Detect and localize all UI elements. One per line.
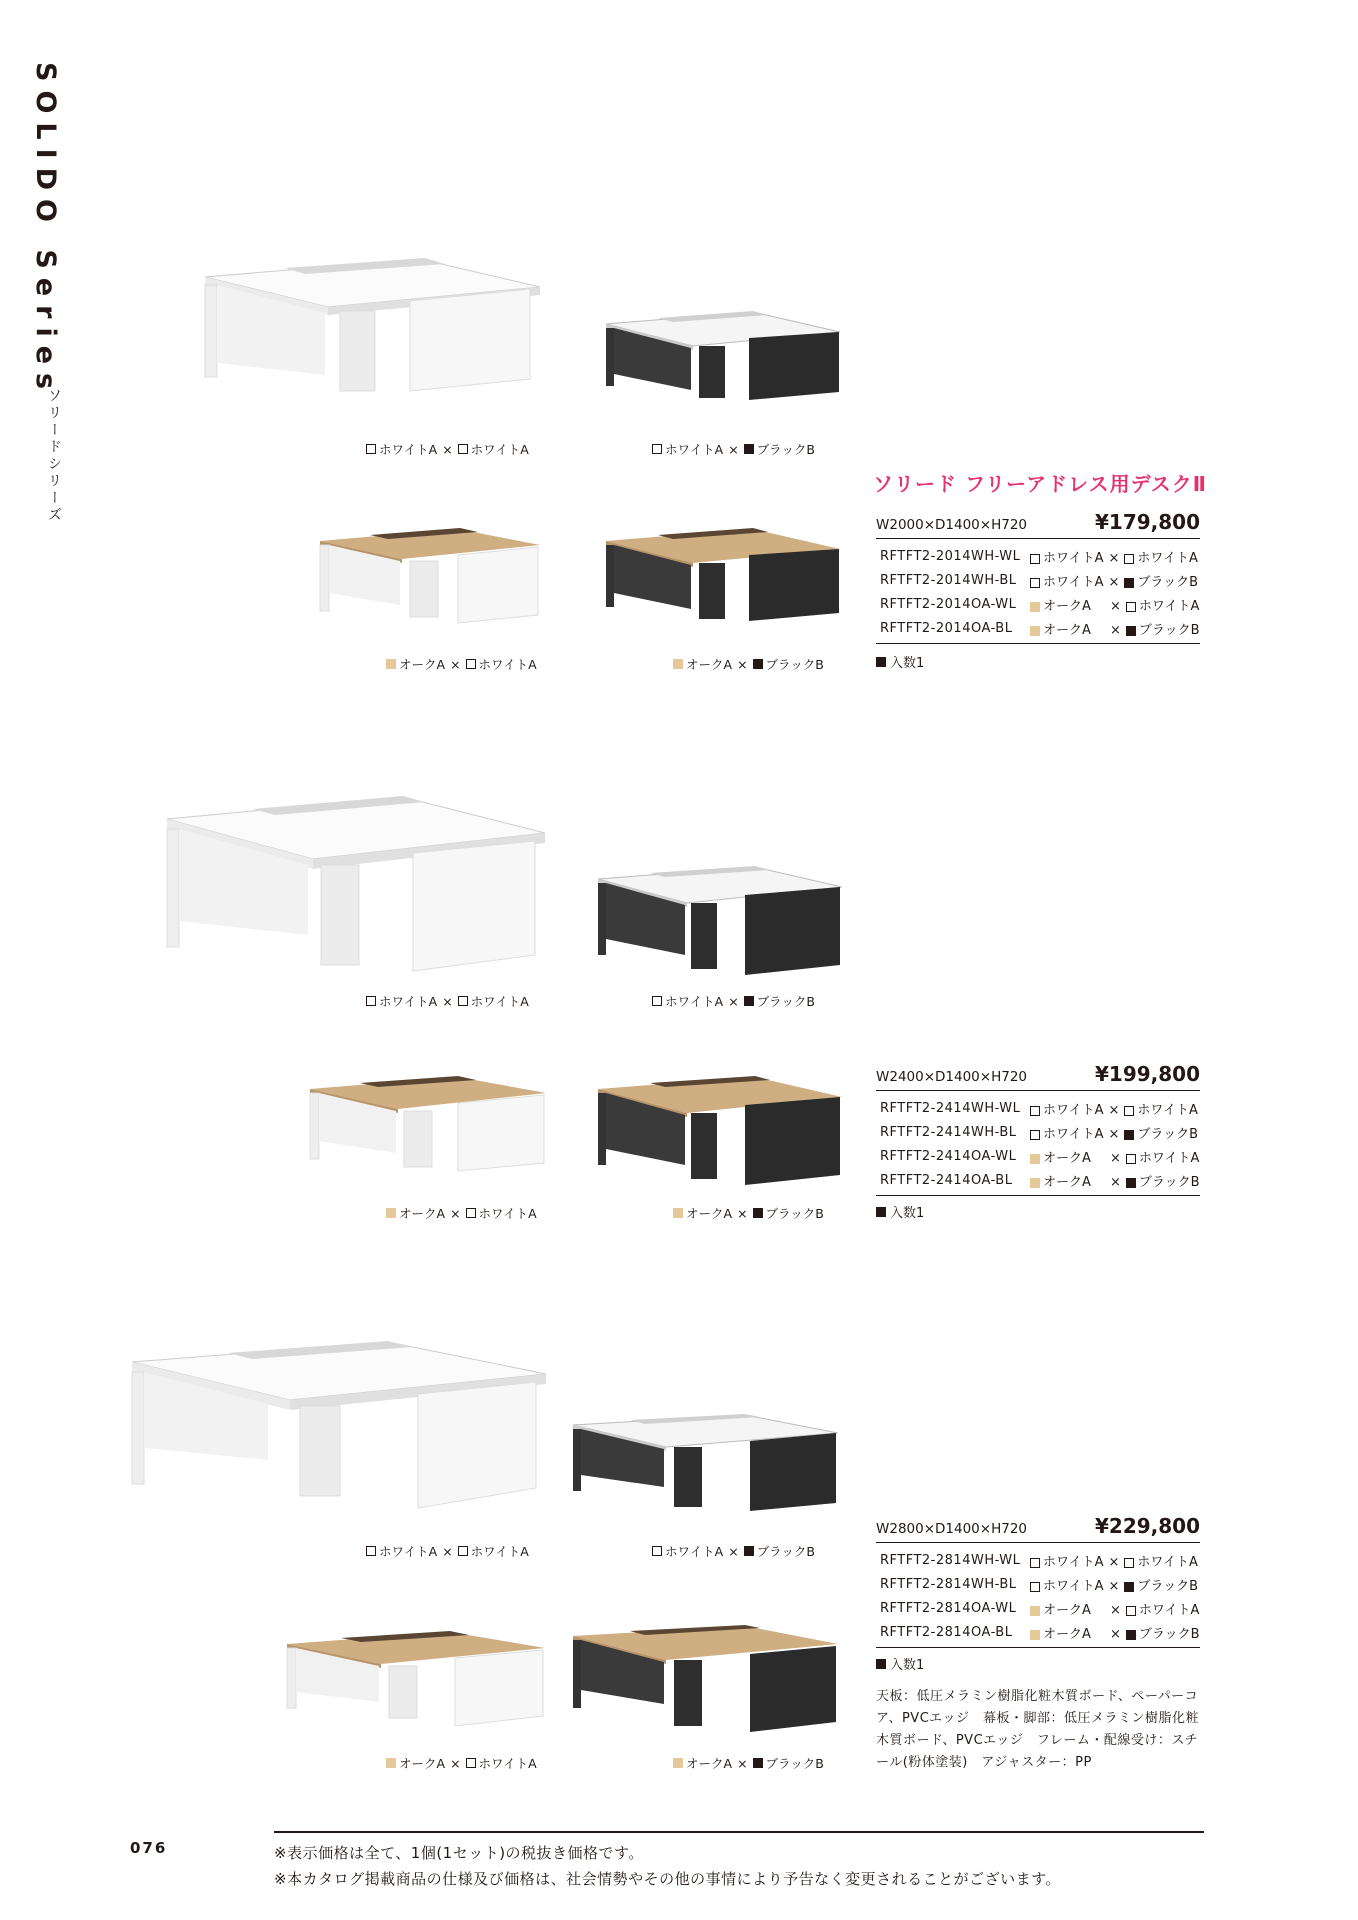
- product-code: RFTFT2-2414OA-WL: [880, 1149, 1017, 1164]
- product-code: RFTFT2-2814WH-BL: [880, 1577, 1017, 1592]
- page-number: 076: [130, 1839, 168, 1857]
- swatch-white: [1030, 1130, 1040, 1140]
- caption-times: ×: [442, 1543, 453, 1559]
- leg-color: ホワイトA: [1137, 1103, 1198, 1118]
- times-sign: ×: [1110, 623, 1121, 638]
- swatch-oak: [673, 1758, 683, 1768]
- times-sign: ×: [1110, 1151, 1121, 1166]
- times-sign: ×: [1110, 599, 1121, 614]
- product-code: RFTFT2-2014WH-WL: [880, 549, 1021, 564]
- desk-image-2400-white-black: [595, 865, 845, 977]
- desk-image-2800-white-black: [570, 1413, 840, 1513]
- desk-image-2800-oak-white: [285, 1630, 547, 1730]
- quantity-label: 入数1: [890, 656, 925, 671]
- swatch-white: [1124, 554, 1134, 564]
- table-row: [876, 545, 1200, 569]
- leg-color: ホワイトA: [1138, 599, 1200, 614]
- caption-leg: ホワイトA: [470, 994, 529, 1009]
- swatch-black: [744, 1546, 754, 1556]
- dimensions: W2800×D1400×H720: [876, 1521, 1027, 1537]
- color-combo: [1030, 1121, 1200, 1145]
- times-sign: ×: [1108, 575, 1120, 590]
- table-row: [876, 1573, 1200, 1597]
- swatch-white: [458, 996, 468, 1006]
- swatch-white: [1030, 578, 1040, 588]
- caption-times: ×: [737, 1205, 748, 1221]
- table-row: [876, 1169, 1200, 1193]
- color-combo: [1030, 1549, 1200, 1573]
- note-price: ※表示価格は全て、1個(1セット)の税抜き価格です。: [274, 1844, 644, 1862]
- series-subtitle: ソリードシリーズ: [46, 388, 62, 524]
- caption-top: ホワイトA: [665, 442, 724, 457]
- caption-times: ×: [450, 656, 461, 672]
- spec-head: [876, 1062, 1200, 1091]
- caption-top: オークA: [686, 1206, 733, 1221]
- price: ¥199,800: [1094, 1062, 1200, 1086]
- quantity: [876, 1202, 924, 1221]
- caption-leg: ブラックB: [756, 442, 815, 457]
- desk-image-2800-white-white: [128, 1340, 548, 1515]
- leg-color: ホワイトA: [1138, 1151, 1200, 1166]
- table-row: [876, 617, 1200, 641]
- dimensions: W2000×D1400×H720: [876, 517, 1027, 533]
- top-color: ホワイトA: [1043, 1579, 1104, 1594]
- caption-times: ×: [728, 1543, 739, 1559]
- swatch-black: [876, 657, 886, 667]
- color-combo: [1030, 1621, 1200, 1645]
- caption-leg: ブラックB: [765, 657, 824, 672]
- caption-white-white: [366, 992, 529, 1010]
- caption-top: オークA: [686, 1756, 733, 1771]
- spec-table: [876, 1097, 1200, 1193]
- leg-color: ブラックB: [1138, 623, 1200, 638]
- swatch-black: [1126, 626, 1136, 636]
- color-combo: [1030, 1145, 1200, 1169]
- caption-leg: ホワイトA: [470, 442, 529, 457]
- caption-leg: ブラックB: [765, 1206, 824, 1221]
- times-sign: ×: [1110, 1175, 1121, 1190]
- times-sign: ×: [1108, 1555, 1120, 1570]
- swatch-oak: [386, 659, 396, 669]
- swatch-oak: [1030, 1178, 1040, 1188]
- caption-top: ホワイトA: [665, 1544, 724, 1559]
- swatch-white: [1030, 1558, 1040, 1568]
- swatch-black: [744, 444, 754, 454]
- table-row: [876, 593, 1200, 617]
- swatch-white: [458, 1546, 468, 1556]
- caption-top: オークA: [686, 657, 733, 672]
- swatch-oak: [673, 1208, 683, 1218]
- caption-oak-white: [386, 655, 537, 673]
- caption-white-white: [366, 1542, 529, 1560]
- leg-color: ブラックB: [1138, 1627, 1200, 1642]
- caption-white-black: [652, 1542, 815, 1560]
- caption-times: ×: [450, 1755, 461, 1771]
- footer-divider: [274, 1831, 1204, 1833]
- top-color: オークA: [1043, 1627, 1091, 1642]
- caption-white-black: [652, 440, 815, 458]
- swatch-black: [1124, 1582, 1134, 1592]
- leg-color: ブラックB: [1137, 1579, 1199, 1594]
- caption-top: ホワイトA: [379, 994, 438, 1009]
- product-code: RFTFT2-2814OA-BL: [880, 1625, 1013, 1640]
- desk-image-2000-oak-black: [603, 527, 843, 623]
- swatch-oak: [1030, 602, 1040, 612]
- quantity: [876, 652, 924, 671]
- caption-oak-white: [386, 1204, 537, 1222]
- caption-leg: ホワイトA: [478, 1206, 537, 1221]
- price: ¥179,800: [1094, 510, 1200, 534]
- swatch-black: [1124, 1130, 1134, 1140]
- spec-block-2000: [876, 510, 1200, 644]
- caption-times: ×: [450, 1205, 461, 1221]
- caption-top: ホワイトA: [379, 442, 438, 457]
- swatch-white: [1124, 1558, 1134, 1568]
- swatch-white: [1126, 1606, 1136, 1616]
- color-combo: [1030, 1097, 1200, 1121]
- swatch-oak: [1030, 1606, 1040, 1616]
- top-color: ホワイトA: [1043, 575, 1104, 590]
- series-title: SOLIDO Series: [30, 62, 61, 399]
- top-color: ホワイトA: [1043, 551, 1104, 566]
- table-row: [876, 1597, 1200, 1621]
- swatch-oak: [1030, 1154, 1040, 1164]
- quantity: [876, 1654, 924, 1673]
- swatch-black: [876, 1207, 886, 1217]
- quantity-label: 入数1: [890, 1658, 925, 1673]
- swatch-white: [1126, 602, 1136, 612]
- leg-color: ブラックB: [1138, 1175, 1200, 1190]
- caption-leg: ブラックB: [765, 1756, 824, 1771]
- divider: [876, 643, 1200, 644]
- caption-top: オークA: [399, 1206, 446, 1221]
- spec-table: [876, 545, 1200, 641]
- table-row: [876, 1145, 1200, 1169]
- top-color: オークA: [1043, 1603, 1091, 1618]
- swatch-white: [466, 659, 476, 669]
- times-sign: ×: [1110, 1603, 1121, 1618]
- swatch-black: [753, 1208, 763, 1218]
- top-color: オークA: [1043, 1175, 1091, 1190]
- times-sign: ×: [1108, 1103, 1120, 1118]
- spec-head: [876, 510, 1200, 539]
- swatch-white: [1030, 554, 1040, 564]
- note-disclaimer: ※本カタログ掲載商品の仕様及び価格は、社会情勢やその他の事情により予告なく変更されることがございます。: [274, 1870, 1061, 1888]
- product-code: RFTFT2-2014WH-BL: [880, 573, 1017, 588]
- product-title: ソリード フリーアドレス用デスクⅡ: [873, 472, 1207, 496]
- swatch-white: [652, 444, 662, 454]
- swatch-white: [1126, 1154, 1136, 1164]
- color-combo: [1030, 593, 1200, 617]
- swatch-white: [1124, 1106, 1134, 1116]
- product-code: RFTFT2-2414WH-BL: [880, 1125, 1017, 1140]
- swatch-white: [1030, 1106, 1040, 1116]
- desk-image-2400-white-white: [163, 795, 548, 975]
- swatch-black: [1124, 578, 1134, 588]
- color-combo: [1030, 1169, 1200, 1193]
- table-row: [876, 1097, 1200, 1121]
- product-code: RFTFT2-2414OA-BL: [880, 1173, 1013, 1188]
- color-combo: [1030, 617, 1200, 641]
- price: ¥229,800: [1094, 1514, 1200, 1538]
- spec-head: [876, 1514, 1200, 1543]
- leg-color: ブラックB: [1137, 575, 1199, 590]
- product-code: RFTFT2-2414WH-WL: [880, 1101, 1021, 1116]
- swatch-black: [744, 996, 754, 1006]
- color-combo: [1030, 1597, 1200, 1621]
- leg-color: ホワイトA: [1137, 1555, 1198, 1570]
- color-combo: [1030, 1573, 1200, 1597]
- swatch-oak: [1030, 1630, 1040, 1640]
- top-color: オークA: [1043, 1151, 1091, 1166]
- spec-block-2800: [876, 1514, 1200, 1648]
- product-code: RFTFT2-2014OA-WL: [880, 597, 1017, 612]
- caption-leg: ブラックB: [756, 1544, 815, 1559]
- table-row: [876, 1121, 1200, 1145]
- caption-times: ×: [442, 993, 453, 1009]
- swatch-white: [652, 996, 662, 1006]
- swatch-black: [1126, 1630, 1136, 1640]
- caption-leg: ホワイトA: [470, 1544, 529, 1559]
- caption-white-white: [366, 440, 529, 458]
- desk-image-2400-oak-white: [308, 1075, 548, 1175]
- swatch-oak: [386, 1758, 396, 1768]
- color-combo: [1030, 569, 1200, 593]
- times-sign: ×: [1110, 1627, 1121, 1642]
- swatch-white: [1030, 1582, 1040, 1592]
- desk-image-2400-oak-black: [595, 1075, 845, 1187]
- caption-leg: ホワイトA: [478, 1756, 537, 1771]
- divider: [876, 1195, 1200, 1196]
- swatch-oak: [673, 659, 683, 669]
- times-sign: ×: [1108, 551, 1120, 566]
- swatch-black: [1126, 1178, 1136, 1188]
- times-sign: ×: [1108, 1579, 1120, 1594]
- swatch-white: [652, 1546, 662, 1556]
- spec-block-2400: [876, 1062, 1200, 1196]
- swatch-black: [753, 659, 763, 669]
- leg-color: ブラックB: [1137, 1127, 1199, 1142]
- top-color: オークA: [1043, 623, 1091, 638]
- caption-oak-black: [673, 655, 824, 673]
- caption-top: オークA: [399, 1756, 446, 1771]
- divider: [876, 1647, 1200, 1648]
- top-color: ホワイトA: [1043, 1127, 1104, 1142]
- swatch-white: [366, 996, 376, 1006]
- caption-top: ホワイトA: [379, 1544, 438, 1559]
- times-sign: ×: [1108, 1127, 1120, 1142]
- table-row: [876, 569, 1200, 593]
- color-combo: [1030, 545, 1200, 569]
- desk-image-2000-white-white: [200, 255, 545, 395]
- table-row: [876, 1621, 1200, 1645]
- product-code: RFTFT2-2814OA-WL: [880, 1601, 1017, 1616]
- spec-table: [876, 1549, 1200, 1645]
- caption-leg: ブラックB: [756, 994, 815, 1009]
- desk-image-2800-oak-black: [570, 1624, 840, 1734]
- caption-times: ×: [737, 656, 748, 672]
- dimensions: W2400×D1400×H720: [876, 1069, 1027, 1085]
- caption-top: オークA: [399, 657, 446, 672]
- swatch-oak: [1030, 626, 1040, 636]
- caption-oak-black: [673, 1754, 824, 1772]
- swatch-white: [366, 1546, 376, 1556]
- caption-times: ×: [728, 441, 739, 457]
- caption-white-black: [652, 992, 815, 1010]
- caption-leg: ホワイトA: [478, 657, 537, 672]
- swatch-white: [466, 1758, 476, 1768]
- swatch-white: [366, 444, 376, 454]
- caption-times: ×: [737, 1755, 748, 1771]
- desk-image-2000-oak-white: [318, 527, 543, 627]
- caption-times: ×: [728, 993, 739, 1009]
- product-code: RFTFT2-2814WH-WL: [880, 1553, 1021, 1568]
- top-color: オークA: [1043, 599, 1091, 614]
- caption-times: ×: [442, 441, 453, 457]
- table-row: [876, 1549, 1200, 1573]
- caption-oak-black: [673, 1204, 824, 1222]
- leg-color: ホワイトA: [1137, 551, 1198, 566]
- caption-top: ホワイトA: [665, 994, 724, 1009]
- leg-color: ホワイトA: [1138, 1603, 1200, 1618]
- swatch-black: [876, 1659, 886, 1669]
- swatch-black: [753, 1758, 763, 1768]
- swatch-white: [458, 444, 468, 454]
- caption-oak-white: [386, 1754, 537, 1772]
- quantity-label: 入数1: [890, 1206, 925, 1221]
- material-description: 天板：低圧メラミン樹脂化粧木質ボード、ペーパーコア、PVCエッジ 幕板・脚部：低圧メラミン樹脂化粧木質ボード、PVCエッジ フレーム・配線受け：スチール(粉体塗装) アジャスター：PP: [876, 1689, 1200, 1770]
- desk-image-2000-white-black: [603, 310, 843, 402]
- top-color: ホワイトA: [1043, 1103, 1104, 1118]
- top-color: ホワイトA: [1043, 1555, 1104, 1570]
- swatch-white: [466, 1208, 476, 1218]
- swatch-oak: [386, 1208, 396, 1218]
- product-code: RFTFT2-2014OA-BL: [880, 621, 1013, 636]
